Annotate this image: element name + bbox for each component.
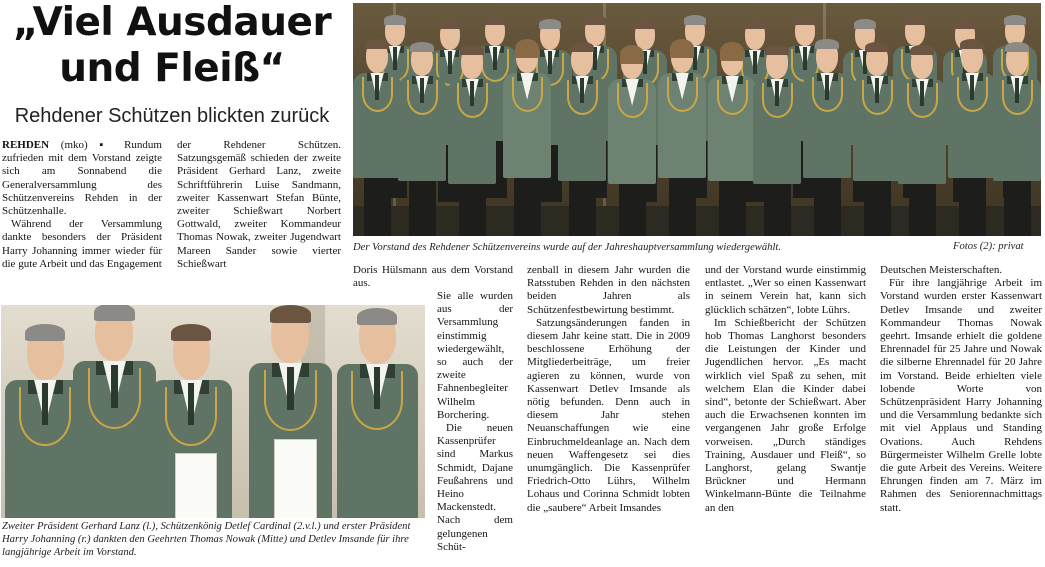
article-column-1 xyxy=(2,139,162,271)
bottom-photo-caption: Zweiter Präsident Gerhard Lanz (l.), Schützenkönig Detlef Cardinal (2.v.l.) und erster Präsident Harry Johanning (r.) dankten den Geehrten Thomas Nowak (Mitte) und Detlev Imsande für ihre langjährige Arbeit im Vorstand. xyxy=(2,521,411,558)
author-tag: (mko) ▪ xyxy=(49,139,125,151)
article-column-3b xyxy=(437,290,513,554)
paragraph: Doris Hülsmann aus dem Vorstand aus. xyxy=(353,264,513,290)
intro-text: Rundum zufrieden mit dem Vorstand zeigte sich am Sonnabend die Generalversammlung des Schützenvereins Rehden in der Schützenhalle. xyxy=(2,139,162,218)
headline-line-2: und Fleiß“ xyxy=(59,46,285,91)
paragraph: der Rehdener Schützen. Satzungsgemäß schieden der zweite Präsident Gerhard Lanz, zweite Schriftführerin Luise Sandmann, zweiter Kassenwart Stefan Bünte, zweiter Schießwart Norbert Gottwald, zweiter Kommandeur Thomas Nowak, zweiter Jugendwart Mareen Sander sowie vierter Schießwart xyxy=(177,139,341,270)
paragraph: Sie alle wurden aus der Versammlung einstimmig wiedergewählt, so auch der zweite Fahnenbegleiter Wilhelm Borchering. xyxy=(437,290,513,421)
paragraph: Deutschen Meisterschaften. xyxy=(880,264,1003,276)
paragraph: und der Vorstand wurde einstimmig entlastet. „Wer so einen Kassenwart in seinem Verein hat, kann sich glücklich schätzen“, lobte Lührs. xyxy=(705,264,866,316)
article-column-3a xyxy=(353,264,513,290)
top-photo-caption: Der Vorstand des Rehdener Schützenvereins wurde auf der Jahreshauptversammlung wiedergewählt. xyxy=(353,242,781,253)
article-column-4 xyxy=(527,264,690,515)
intro-paragraph xyxy=(2,139,162,218)
headline xyxy=(4,0,340,92)
article-column-5 xyxy=(705,264,866,515)
photo-credit: Fotos (2): privat xyxy=(953,241,1024,252)
paragraph: Während der Versammlung dankte besonders der Präsident Harry Johanning immer wieder für die gute Arbeit und das Engagement xyxy=(2,218,162,270)
paragraph: zenball in diesem Jahr wurden die Ratsstuben Rehden in den nächsten beiden Jahren als Schützenfestbewirtung bestimmt. xyxy=(527,264,690,316)
paragraph: Die neuen Kassenprüfer sind Markus Schmidt, Dajane Feußahrens und Heino Mackenstedt. Nach dem gelungenen Schüt- xyxy=(437,422,513,553)
paragraph: Satzungsänderungen fanden in diesem Jahr keine statt. Die in 2009 beschlossene Erhöhung der Mitgliederbeiträge, um freier agieren zu können, wurde von Kassenwart Detlev Imsande als nötig befunden. Denn auch in diesem Jahr stehen Neuanschaffungen wie eine Einbruchmeldeanlage an. Nach dem neuen Waffengesetz sei dies unumgänglich. Die Kassenprüfer Friedrich-Otto Lührs, Wilhelm Lohaus und Corinna Schmidt lobten die „saubere“ Arbeit Imsandes xyxy=(527,316,690,514)
paragraph: Für ihre langjährige Arbeit im Vorstand wurden erster Kassenwart Detlev Imsande und zweiter Kommandeur Thomas Nowak geehrt. Imsande erhielt die goldene Ehrennadel für 25 Jahre und Nowak die silberne Ehrennadel für 20 Jahre im Vorstand. Beide erhielten viele lobende Worte von Schützenpräsident Harry Johanning und die Versammlung bedankte sich mit viel Applaus und Standing Ovations. Auch Rehdens Bürgermeister Wilhelm Grelle lobte die gute Arbeit des Vereins. Weitere Ehrungen finden am 7. März im Rahmen des Seniorennachmittags statt. xyxy=(880,277,1042,514)
subheadline: Rehdener Schützen blickten zurück xyxy=(14,105,330,127)
article-column-6 xyxy=(880,264,1042,515)
honorees-photo xyxy=(1,305,425,518)
article-column-2 xyxy=(177,139,341,271)
group-photo xyxy=(353,3,1041,236)
headline-line-1: „Viel Ausdauer xyxy=(12,0,332,45)
paragraph: Im Schießbericht der Schützen hob Thomas Langhorst besonders die Leistungen der Kinder und Jugendlichen hervor. „Es macht wirklich viel Spaß zu sehen, mit welchem Elan die Kinder dabei sind“, betonte der Schießwart. Aber auch die Erwachsenen konnten im vergangenen Jahr große Erfolge vorweisen. „Durch ständiges Training, Ausdauer und Fleiß“, so Langhorst, gelang Swantje Brückner und Hermann Winkelmann-Büntе die Teilnahme an den xyxy=(705,316,866,514)
dateline: REHDEN xyxy=(2,139,50,151)
